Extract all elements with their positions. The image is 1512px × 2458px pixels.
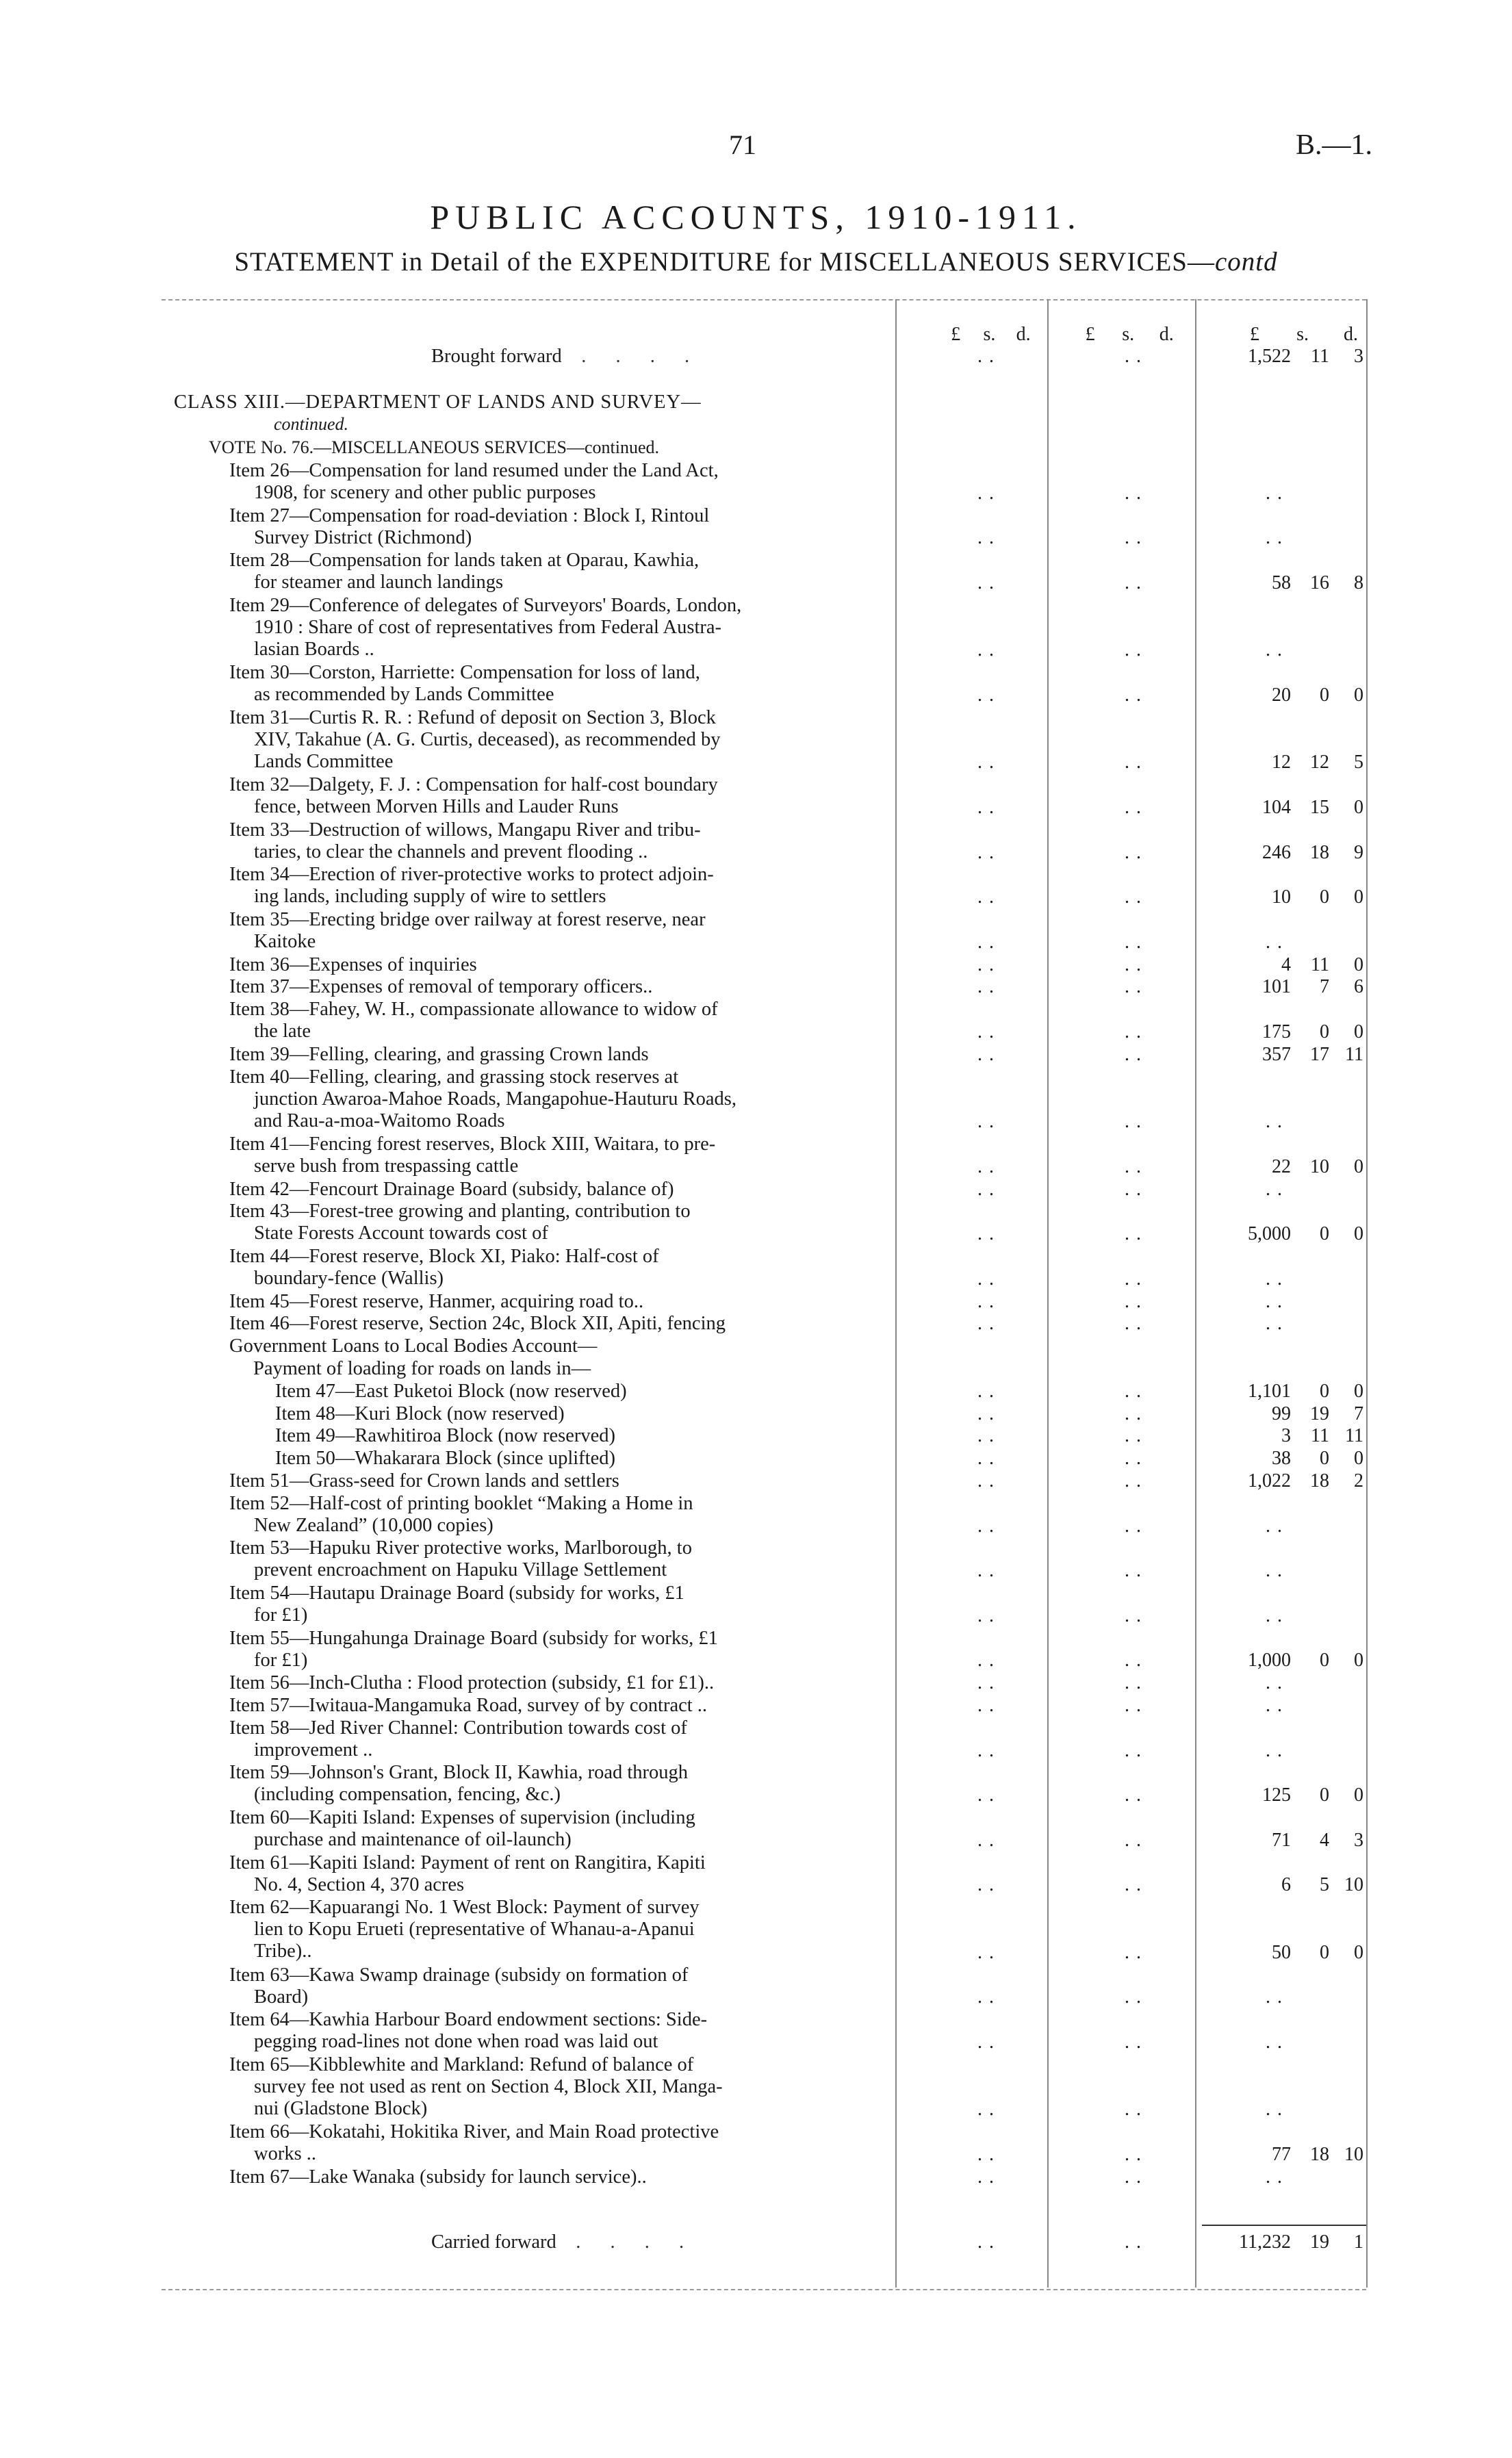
amount-col2: ..	[1125, 1604, 1148, 1626]
item-line: Item 45—Forest reserve, Hanmer, acquiring road to..	[229, 1290, 644, 1312]
column-divider	[1047, 299, 1049, 2288]
amount-col2: ..	[1125, 1515, 1148, 1537]
amount-col1: ..	[977, 1604, 1001, 1626]
item-line: boundary-fence (Wallis)	[254, 1268, 444, 1289]
brought-forward-label: Brought forward . . . .	[431, 346, 702, 367]
subtitle-contd: contd	[1214, 247, 1278, 277]
amount-col2: ..	[1125, 1178, 1148, 1200]
item-line: Item 34—Erection of river-protective works to protect adjoin-	[229, 864, 714, 886]
item-line: No. 4, Section 4, 370 acres	[254, 1873, 465, 1895]
item-description	[229, 2121, 719, 2165]
amount-col2: ..	[1125, 2099, 1148, 2121]
amount-total: 12 12 5	[1272, 752, 1363, 773]
amount-col1: ..	[977, 953, 1001, 975]
item-description	[229, 909, 706, 953]
amount-col1: ..	[977, 1448, 1001, 1470]
item-line: Item 54—Hautapu Drainage Board (subsidy for works, £1	[229, 1583, 684, 1604]
item-description	[229, 1695, 707, 1717]
item-line: Item 60—Kapiti Island: Expenses of supervision (including	[229, 1807, 695, 1828]
amount-col1: ..	[977, 1560, 1001, 1582]
item-line: Item 57—Iwitaua-Mangamuka Road, survey of by contract ..	[229, 1695, 708, 1716]
item-line: works ..	[254, 2143, 317, 2165]
amount-col2: ..	[1125, 1290, 1148, 1312]
gov-loans-heading: Government Loans to Local Bodies Account—	[229, 1335, 598, 1357]
item-line: Item 33—Destruction of willows, Mangapu River and tribu-	[229, 819, 701, 841]
item-line: State Forests Account towards cost of	[254, 1222, 548, 1244]
item-description	[229, 1291, 643, 1313]
item-line: fence, between Morven Hills and Lauder Runs	[254, 796, 619, 818]
amount-col1: ..	[977, 346, 1001, 367]
amount-col1: ..	[977, 1874, 1001, 1896]
item-description	[229, 1537, 692, 1581]
item-description	[229, 460, 719, 504]
class-heading-continued: continued.	[274, 414, 349, 434]
amount-total: 6 5 10	[1281, 1874, 1363, 1896]
item-line: nui (Gladstone Block)	[254, 2097, 428, 2119]
amount-col1: ..	[977, 1313, 1001, 1335]
amount-total: 175 0 0	[1262, 1021, 1363, 1042]
item-line: New Zealand” (10,000 copies)	[254, 1514, 494, 1536]
item-line: prevent encroachment on Hapuku Village Settlement	[254, 1559, 667, 1581]
item-description	[229, 976, 652, 998]
amount-total: ..	[1266, 1560, 1289, 1582]
amount-total: ..	[1266, 931, 1289, 953]
amount-col1: ..	[977, 2166, 1001, 2188]
amount-col2: ..	[1125, 1268, 1148, 1290]
amount-total: ..	[1266, 1604, 1289, 1626]
item-description	[229, 595, 741, 661]
item-line: improvement ..	[254, 1739, 373, 1761]
item-description	[229, 1201, 691, 1244]
brought-forward-total: 1,522 11 3	[1248, 346, 1363, 367]
amount-col2: ..	[1125, 1043, 1148, 1065]
amount-total: ..	[1266, 2099, 1289, 2121]
amount-col2: ..	[1125, 1560, 1148, 1582]
amount-col1: ..	[977, 684, 1001, 706]
amount-total: 20 0 0	[1272, 684, 1363, 706]
item-description	[229, 1583, 684, 1626]
item-line: Item 58—Jed River Channel: Contribution towards cost of	[229, 1717, 687, 1739]
amount-total: 125 0 0	[1262, 1784, 1363, 1806]
amount-col1: ..	[977, 1470, 1001, 1492]
amount-col2: ..	[1125, 2166, 1148, 2188]
item-line: Survey District (Richmond)	[254, 526, 472, 548]
item-description	[275, 1425, 615, 1447]
amount-col2: ..	[1125, 976, 1148, 998]
item-description	[229, 1717, 687, 1761]
item-line: Item 26—Compensation for land resumed under the Land Act,	[229, 460, 719, 481]
item-line: Item 32—Dalgety, F. J. : Compensation for half-cost boundary	[229, 774, 718, 796]
amount-col2: ..	[1125, 1403, 1148, 1424]
amount-total: 4 11 0	[1281, 953, 1363, 975]
item-line: Lands Committee	[254, 750, 394, 772]
item-description	[229, 1044, 649, 1066]
amount-col2: ..	[1125, 684, 1148, 706]
amount-total: ..	[1266, 639, 1289, 661]
item-description	[229, 1964, 688, 2008]
item-description	[229, 1179, 674, 1201]
gov-loans-subheading: Payment of loading for roads on lands in—	[253, 1358, 591, 1379]
item-line: as recommended by Lands Committee	[254, 684, 554, 706]
item-line: for £1)	[254, 1649, 308, 1671]
item-description	[229, 1762, 688, 1806]
item-line: Item 63—Kawa Swamp drainage (subsidy on formation of	[229, 1964, 689, 1986]
amount-col1: ..	[977, 1695, 1001, 1716]
amount-col2: ..	[1125, 346, 1148, 367]
item-description	[229, 1066, 736, 1132]
class-heading: CLASS XIII.—DEPARTMENT OF LANDS AND SURVEY—	[174, 392, 702, 413]
amount-total: 1,101 0 0	[1248, 1380, 1363, 1402]
column-divider	[895, 299, 897, 2288]
amount-col1: ..	[977, 639, 1001, 661]
amount-col2: ..	[1125, 1155, 1148, 1177]
item-line: taries, to clear the channels and prevent flooding ..	[254, 841, 648, 862]
amount-col2: ..	[1125, 1695, 1148, 1716]
shillings-label: s.	[1122, 324, 1135, 345]
item-line: XIV, Takahue (A. G. Curtis, deceased), as recommended by	[254, 728, 721, 750]
column-divider	[1366, 299, 1368, 2288]
amount-total: ..	[1266, 1313, 1289, 1335]
item-line: purchase and maintenance of oil-launch)	[254, 1829, 572, 1850]
amount-col2: ..	[1125, 841, 1148, 863]
item-description	[275, 1381, 627, 1403]
item-line: Item 51—Grass-seed for Crown lands and settlers	[229, 1470, 619, 1492]
amount-total: 58 16 8	[1272, 572, 1363, 593]
item-line: Item 35—Erecting bridge over railway at forest reserve, near	[229, 909, 706, 930]
item-line: Item 62—Kapuarangi No. 1 West Block: Payment of survey	[229, 1897, 700, 1919]
document-reference: B.—1.	[1295, 129, 1372, 161]
total-rule	[1202, 2225, 1366, 2226]
amount-col1: ..	[977, 1784, 1001, 1806]
item-line: Item 55—Hungahunga Drainage Board (subsidy for works, £1	[229, 1627, 718, 1649]
item-line: Item 46—Forest reserve, Section 24c, Block XII, Apiti, fencing	[229, 1313, 726, 1335]
item-line: Item 29—Conference of delegates of Surveyors' Boards, London,	[229, 594, 742, 616]
item-description	[229, 954, 477, 976]
item-description	[229, 999, 718, 1042]
amount-col2: ..	[1125, 1672, 1148, 1694]
amount-col1: ..	[977, 1290, 1001, 1312]
item-line: Item 39—Felling, clearing, and grassing Crown lands	[229, 1043, 649, 1065]
pence-label: d.	[1159, 324, 1174, 345]
item-description	[229, 1470, 619, 1492]
item-line: pegging road-lines not done when road was laid out	[254, 2031, 658, 2053]
amount-col2: ..	[1125, 1313, 1148, 1335]
amount-col2: ..	[1125, 1784, 1148, 1806]
amount-col1: ..	[977, 1223, 1001, 1245]
item-description	[229, 707, 721, 773]
amount-total: 5,000 0 0	[1248, 1223, 1363, 1245]
amount-col2: ..	[1125, 2231, 1148, 2253]
amount-col2: ..	[1125, 1470, 1148, 1492]
amount-col1: ..	[977, 1111, 1001, 1133]
item-description	[229, 1807, 695, 1851]
amount-total: ..	[1266, 1986, 1289, 2008]
amount-col2: ..	[1125, 1380, 1148, 1402]
item-line: lasian Boards ..	[254, 638, 374, 660]
amount-col1: ..	[977, 2143, 1001, 2165]
amount-col2: ..	[1125, 527, 1148, 549]
amount-total: ..	[1266, 1268, 1289, 1290]
amount-col1: ..	[977, 1268, 1001, 1290]
carried-forward-total: 11,232 19 1	[1239, 2231, 1363, 2253]
amount-col2: ..	[1125, 1874, 1148, 1896]
amount-col1: ..	[977, 886, 1001, 908]
item-line: Item 38—Fahey, W. H., compassionate allowance to widow of	[229, 999, 718, 1021]
amount-total: ..	[1266, 2031, 1289, 2053]
amount-col1: ..	[977, 2231, 1001, 2253]
amount-total: ..	[1266, 1111, 1289, 1133]
amount-total: ..	[1266, 482, 1289, 504]
item-line: Item 48—Kuri Block (now reserved)	[275, 1403, 565, 1424]
item-description	[229, 1246, 659, 1290]
item-line: Item 31—Curtis R. R. : Refund of deposit on Section 3, Block	[229, 706, 716, 728]
amount-col2: ..	[1125, 1739, 1148, 1761]
item-line: Item 50—Whakarara Block (since uplifted)	[275, 1448, 615, 1470]
item-description	[229, 1897, 700, 1962]
amount-col2: ..	[1125, 1021, 1148, 1042]
amount-col1: ..	[977, 1986, 1001, 2008]
column-divider	[1195, 299, 1196, 2288]
amount-col1: ..	[977, 1941, 1001, 1963]
amount-total: ..	[1266, 527, 1289, 549]
amount-total: 77 18 10	[1272, 2143, 1363, 2165]
amount-total: 99 19 7	[1272, 1403, 1363, 1424]
amount-col1: ..	[977, 796, 1001, 818]
amount-col1: ..	[977, 1672, 1001, 1694]
item-description	[229, 1672, 714, 1694]
item-line: Item 30—Corston, Harriette: Compensation for loss of land,	[229, 662, 700, 684]
item-line: Kaitoke	[254, 931, 316, 952]
pence-label: d.	[1016, 324, 1031, 345]
page-subtitle	[0, 246, 1512, 277]
amount-col1: ..	[977, 1178, 1001, 1200]
amount-col2: ..	[1125, 752, 1148, 773]
item-line: the late	[254, 1021, 311, 1042]
amount-col1: ..	[977, 572, 1001, 593]
item-line: Item 49—Rawhitiroa Block (now reserved)	[275, 1425, 616, 1447]
amount-col2: ..	[1125, 1941, 1148, 1963]
amount-total: ..	[1266, 1178, 1289, 1200]
item-line: Item 66—Kokatahi, Hokitika River, and Main Road protective	[229, 2121, 719, 2143]
amount-col2: ..	[1125, 1425, 1148, 1447]
amount-col2: ..	[1125, 1111, 1148, 1133]
amount-total: 1,000 0 0	[1248, 1650, 1363, 1672]
amount-col1: ..	[977, 752, 1001, 773]
item-description	[229, 505, 709, 549]
item-line: for steamer and launch landings	[254, 572, 504, 593]
item-line: Item 53—Hapuku River protective works, Marlborough, to	[229, 1537, 692, 1559]
item-line: Item 28—Compensation for lands taken at Oparau, Kawhia,	[229, 550, 700, 572]
pounds-label: £	[1250, 324, 1259, 345]
item-description	[229, 550, 699, 593]
subtitle-main: STATEMENT in Detail of the EXPENDITURE for MISCELLANEOUS SERVICES—	[234, 247, 1215, 277]
amount-col1: ..	[977, 1425, 1001, 1447]
amount-col2: ..	[1125, 639, 1148, 661]
column-header-1	[925, 324, 1035, 346]
item-line: 1908, for scenery and other public purposes	[254, 482, 596, 503]
item-line: (including compensation, fencing, &c.)	[254, 1784, 561, 1806]
page-number: 71	[729, 129, 756, 160]
amount-total: ..	[1266, 2166, 1289, 2188]
amount-total: 3 11 11	[1281, 1425, 1363, 1447]
item-line: Item 64—Kawhia Harbour Board endowment sections: Side-	[229, 2009, 708, 2031]
item-line: Tribe)..	[254, 1941, 312, 1962]
amount-col2: ..	[1125, 1829, 1148, 1851]
item-description	[229, 1852, 706, 1896]
amount-total: ..	[1266, 1695, 1289, 1716]
vote-heading: VOTE No. 76.—MISCELLANEOUS SERVICES—continued.	[209, 437, 660, 457]
item-line: Item 41—Fencing forest reserves, Block XIII, Waitara, to pre-	[229, 1134, 716, 1155]
item-line: Item 36—Expenses of inquiries	[229, 953, 477, 975]
amount-col1: ..	[977, 1043, 1001, 1065]
item-line: Item 61—Kapiti Island: Payment of rent on Rangitira, Kapiti	[229, 1852, 706, 1873]
item-description	[229, 819, 701, 863]
amount-total: ..	[1266, 1739, 1289, 1761]
amount-col2: ..	[1125, 1650, 1148, 1672]
item-line: survey fee not used as rent on Section 4, Block XII, Manga-	[254, 2075, 723, 2097]
amount-col1: ..	[977, 1515, 1001, 1537]
amount-col1: ..	[977, 841, 1001, 863]
item-description	[229, 1493, 693, 1537]
amount-col1: ..	[977, 2099, 1001, 2121]
amount-col1: ..	[977, 1380, 1001, 1402]
item-description	[229, 1313, 726, 1335]
amount-col2: ..	[1125, 796, 1148, 818]
amount-col2: ..	[1125, 886, 1148, 908]
item-description	[229, 2166, 647, 2188]
amount-total: ..	[1266, 1290, 1289, 1312]
item-line: 1910 : Share of cost of representatives from Federal Austra-	[254, 616, 721, 638]
amount-col1: ..	[977, 931, 1001, 953]
amount-col2: ..	[1125, 1448, 1148, 1470]
amount-total: 10 0 0	[1272, 886, 1363, 908]
amount-col1: ..	[977, 1829, 1001, 1851]
carried-forward-label: Carried forward . . . .	[431, 2231, 697, 2253]
amount-total: 104 15 0	[1262, 796, 1363, 818]
column-header-2	[1055, 324, 1179, 346]
item-line: serve bush from trespassing cattle	[254, 1155, 519, 1177]
item-line: Item 42—Fencourt Drainage Board (subsidy, balance of)	[229, 1178, 674, 1200]
amount-total: 50 0 0	[1272, 1941, 1363, 1963]
amount-total: 357 17 11	[1262, 1043, 1363, 1065]
amount-col2: ..	[1125, 482, 1148, 504]
amount-col2: ..	[1125, 2031, 1148, 2053]
amount-col2: ..	[1125, 931, 1148, 953]
page-title: PUBLIC ACCOUNTS, 1910-1911.	[430, 198, 1082, 236]
amount-col1: ..	[977, 976, 1001, 998]
item-line: Item 52—Half-cost of printing booklet “Making a Home in	[229, 1492, 693, 1514]
pounds-label: £	[951, 324, 961, 345]
amount-col1: ..	[977, 527, 1001, 549]
amount-total: ..	[1266, 1515, 1289, 1537]
amount-col1: ..	[977, 1021, 1001, 1042]
item-line: Item 37—Expenses of removal of temporary officers..	[229, 976, 653, 998]
item-description	[275, 1448, 615, 1470]
shillings-label: s.	[983, 324, 996, 345]
item-line: Item 44—Forest reserve, Block XI, Piako: Half-cost of	[229, 1246, 659, 1267]
shillings-label: s.	[1296, 324, 1309, 345]
amount-col2: ..	[1125, 1223, 1148, 1245]
amount-col1: ..	[977, 482, 1001, 504]
amount-total: 22 10 0	[1272, 1155, 1363, 1177]
item-line: Item 43—Forest-tree growing and planting, contribution to	[229, 1201, 691, 1222]
item-line: Item 47—East Puketoi Block (now reserved)	[275, 1380, 627, 1402]
item-line: and Rau-a-moa-Waitomo Roads	[254, 1110, 505, 1131]
amount-total: 38 0 0	[1272, 1448, 1363, 1470]
amount-col1: ..	[977, 2031, 1001, 2053]
item-description	[229, 1134, 715, 1177]
item-line: Board)	[254, 1986, 309, 2008]
amount-col1: ..	[977, 1403, 1001, 1424]
pounds-label: £	[1085, 324, 1095, 345]
amount-total: 1,022 18 2	[1248, 1470, 1363, 1492]
amount-total: 101 7 6	[1262, 976, 1363, 998]
item-description	[275, 1403, 565, 1425]
amount-col2: ..	[1125, 2143, 1148, 2165]
item-description	[229, 1628, 718, 1672]
item-line: Item 67—Lake Wanaka (subsidy for launch service)..	[229, 2166, 647, 2188]
amount-col1: ..	[977, 1155, 1001, 1177]
amount-col2: ..	[1125, 1986, 1148, 2008]
item-description	[229, 864, 714, 908]
item-description	[229, 2009, 707, 2053]
item-line: Item 59—Johnson's Grant, Block II, Kawhia, road through	[229, 1762, 689, 1784]
amount-col2: ..	[1125, 572, 1148, 593]
amount-total: 246 18 9	[1262, 841, 1363, 863]
item-line: Item 56—Inch-Clutha : Flood protection (subsidy, £1 for £1)..	[229, 1672, 715, 1694]
pence-label: d.	[1344, 324, 1358, 345]
item-description	[229, 2054, 723, 2120]
item-line: Item 27—Compensation for road-deviation : Block I, Rintoul	[229, 504, 710, 526]
column-header-3	[1210, 324, 1364, 346]
item-line: lien to Kopu Erueti (representative of Whanau-a-Apanui	[254, 1919, 695, 1941]
amount-col2: ..	[1125, 953, 1148, 975]
amount-total: ..	[1266, 1672, 1289, 1694]
amount-col1: ..	[977, 1739, 1001, 1761]
item-line: Item 65—Kibblewhite and Markland: Refund of balance of	[229, 2053, 694, 2075]
amount-total: 71 4 3	[1272, 1829, 1363, 1851]
item-line: junction Awaroa-Mahoe Roads, Mangapohue-Hauturu Roads,	[254, 1088, 736, 1110]
item-description	[229, 662, 700, 706]
item-line: for £1)	[254, 1604, 308, 1626]
item-description	[229, 774, 718, 818]
item-line: ing lands, including supply of wire to settlers	[254, 886, 606, 908]
item-line: Item 40—Felling, clearing, and grassing stock reserves at	[229, 1066, 679, 1088]
amount-col1: ..	[977, 1650, 1001, 1672]
